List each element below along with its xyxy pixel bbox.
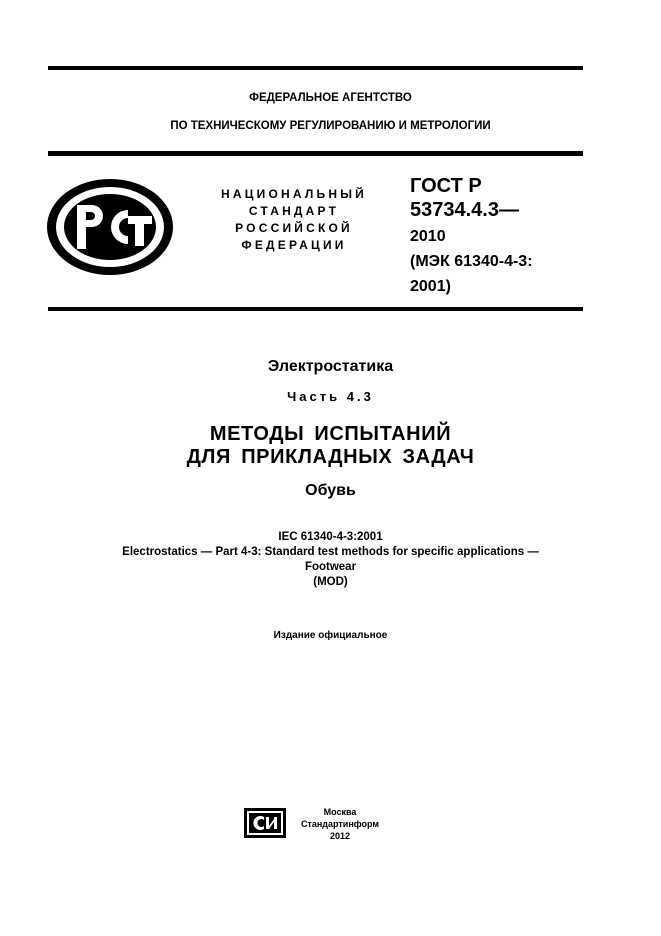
designation-line-3: 2010 — [410, 228, 446, 245]
publisher-year: 2012 — [329, 831, 351, 841]
subtitle: Обувь — [305, 482, 356, 499]
standard-type-line-2: СТАНДАРТ — [248, 204, 340, 218]
iec-title-line-2: Footwear — [304, 561, 357, 573]
iec-title-line-1: Electrostatics — Part 4-3: Standard test methods for specific applications — — [122, 546, 539, 558]
iec-code: IEC 61340-4-3:2001 — [278, 531, 383, 543]
lower-rule — [48, 307, 583, 311]
designation-line-2: 53734.4.3— — [410, 199, 519, 221]
main-title-line-1: МЕТОДЫ ИСПЫТАНИЙ — [209, 423, 452, 445]
agency-line-1: ФЕДЕРАЛЬНОЕ АГЕНТСТВО — [249, 92, 412, 104]
subject-title: Электростатика — [267, 358, 394, 375]
edition-label: Издание официальное — [273, 630, 388, 641]
publisher-logo-icon — [244, 808, 286, 838]
middle-rule — [48, 151, 583, 156]
main-title-line-2: ДЛЯ ПРИКЛАДНЫХ ЗАДАЧ — [186, 446, 475, 468]
rst-logo-icon — [44, 176, 176, 278]
standard-type-line-4: ФЕДЕРАЦИИ — [241, 238, 347, 252]
designation-line-4: (МЭК 61340-4-3: — [410, 253, 533, 270]
part-number: Часть 4.3 — [287, 389, 374, 404]
designation-line-1: ГОСТ Р — [410, 175, 482, 197]
standard-type — [196, 186, 392, 254]
publisher-name: Стандартинформ — [300, 819, 380, 829]
agency-line-2: ПО ТЕХНИЧЕСКОМУ РЕГУЛИРОВАНИЮ И МЕТРОЛОГИИ — [170, 120, 491, 132]
standard-type-line-1: НАЦИОНАЛЬНЫЙ — [220, 187, 368, 201]
top-rule — [48, 66, 583, 70]
standard-type-line-3: РОССИЙСКОЙ — [235, 221, 353, 235]
modification-mark: (MOD) — [313, 576, 348, 588]
standard-designation — [410, 174, 590, 299]
designation-line-5: 2001) — [410, 278, 451, 295]
publisher-city: Москва — [323, 807, 357, 817]
publisher-info — [292, 806, 388, 842]
